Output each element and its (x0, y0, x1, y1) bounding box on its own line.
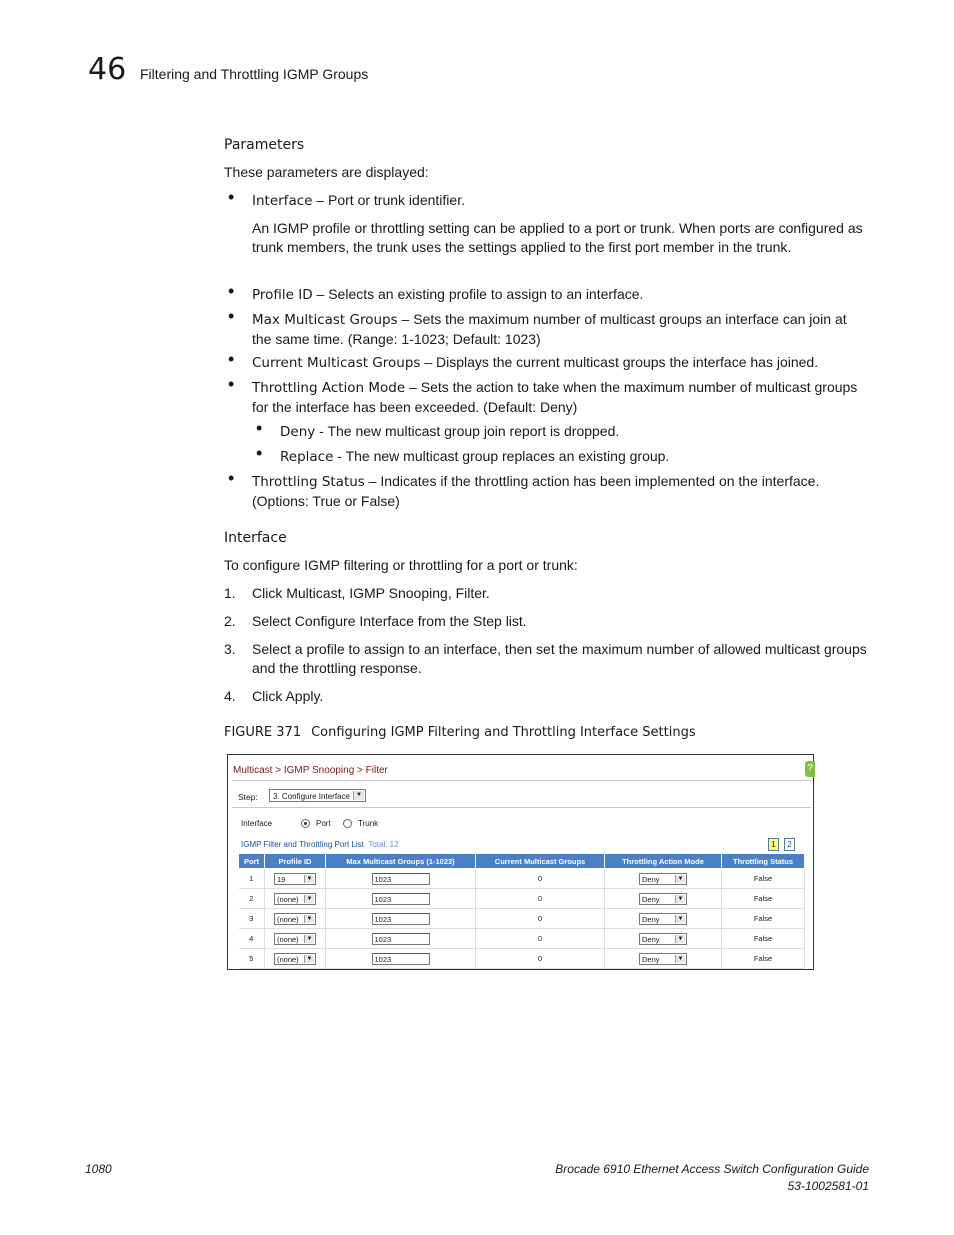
profile-value: 19 (277, 874, 286, 884)
param-desc: – Sets the action to take when the maximum number of multicast groups for the interface has been exceeded. (Default: Deny) (252, 379, 858, 415)
chapter-number: 46 (88, 52, 127, 87)
figure-label: FIGURE 371 (224, 725, 302, 740)
step-number: 1. (224, 585, 236, 601)
step-label: Step: (238, 792, 258, 802)
table-row (239, 869, 805, 889)
current-groups-cell: 0 (476, 869, 605, 889)
param-term: Throttling Action Mode (252, 380, 406, 396)
list-total: Total: 12 (368, 840, 399, 849)
profile-value: (none) (277, 914, 299, 924)
bullet-icon: • (228, 468, 235, 488)
action-value: Deny (642, 894, 660, 904)
max-groups-input[interactable]: 1023 (372, 873, 430, 885)
dropdown-arrow-icon: ▼ (304, 875, 314, 883)
action-select[interactable] (639, 933, 687, 945)
status-cell: False (722, 909, 805, 929)
step-number: 2. (224, 613, 236, 629)
param-term: Interface (252, 193, 313, 209)
dropdown-arrow-icon: ▼ (304, 915, 314, 923)
max-groups-cell (326, 889, 476, 909)
status-cell: False (722, 889, 805, 909)
interface-label: Interface (241, 819, 273, 828)
current-groups-cell: 0 (476, 889, 605, 909)
profile-select[interactable] (274, 933, 316, 945)
page-number: 1080 (85, 1162, 112, 1176)
breadcrumb: Multicast > IGMP Snooping > Filter (233, 765, 388, 776)
max-groups-cell (326, 929, 476, 949)
trunk-radio-label: Trunk (358, 819, 379, 828)
guide-title: Brocade 6910 Ethernet Access Switch Configuration Guide (555, 1162, 869, 1176)
action-value: Deny (642, 954, 660, 964)
step-text: Select Configure Interface from the Step list. (252, 613, 527, 629)
profile-cell (265, 909, 326, 929)
status-cell: False (722, 869, 805, 889)
status-cell: False (722, 929, 805, 949)
max-groups-cell (326, 949, 476, 969)
interface-heading: Interface (224, 530, 287, 546)
param-term: Profile ID (252, 287, 313, 303)
param-desc: – Indicates if the throttling action has been implemented on the interface. (Options: True or False) (252, 473, 820, 509)
param-desc: – Port or trunk identifier. (312, 192, 465, 208)
trunk-radio[interactable] (343, 819, 352, 828)
dropdown-arrow-icon: ▼ (675, 895, 685, 903)
action-cell (605, 949, 722, 969)
dropdown-arrow-icon: ▼ (304, 895, 314, 903)
port-cell: 1 (239, 869, 265, 889)
action-select[interactable] (639, 913, 687, 925)
current-groups-cell: 0 (476, 929, 605, 949)
column-header: Throttling Action Mode (605, 854, 722, 869)
column-header: Throttling Status (722, 854, 805, 869)
port-radio-label: Port (316, 819, 331, 828)
dropdown-arrow-icon: ▼ (675, 955, 685, 963)
port-cell: 2 (239, 889, 265, 909)
step-text: Click Multicast, IGMP Snooping, Filter. (252, 585, 490, 601)
dropdown-arrow-icon: ▼ (675, 935, 685, 943)
bullet-icon: • (256, 418, 263, 438)
parameters-intro: These parameters are displayed: (224, 164, 429, 180)
current-groups-cell: 0 (476, 949, 605, 969)
dropdown-arrow-icon: ▼ (304, 935, 314, 943)
parameters-heading: Parameters (224, 137, 305, 153)
dropdown-arrow-icon: ▼ (675, 875, 685, 883)
figure-caption (224, 725, 696, 740)
column-header: Current Multicast Groups (476, 854, 605, 869)
port-list-table (238, 853, 805, 969)
profile-select[interactable] (274, 953, 316, 965)
profile-cell (265, 869, 326, 889)
table-row (239, 929, 805, 949)
step-number: 3. (224, 641, 236, 657)
action-value: Deny (642, 874, 660, 884)
column-header: Profile ID (265, 854, 326, 869)
sub-desc: - The new multicast group replaces an existing group. (333, 448, 670, 464)
step-number: 4. (224, 688, 236, 704)
action-select[interactable] (639, 893, 687, 905)
port-radio[interactable] (301, 819, 310, 828)
list-title: IGMP Filter and Throttling Port List (241, 840, 364, 849)
divider (232, 780, 811, 781)
profile-cell (265, 949, 326, 969)
table-row (239, 949, 805, 969)
column-header: Port (239, 854, 265, 869)
dropdown-arrow-icon: ▼ (304, 955, 314, 963)
doc-number: 53-1002581-01 (787, 1179, 869, 1193)
max-groups-input[interactable]: 1023 (372, 913, 430, 925)
step-select[interactable] (269, 789, 366, 802)
step-select-value: 3. Configure Interface (273, 792, 350, 801)
table-row (239, 889, 805, 909)
profile-value: (none) (277, 934, 299, 944)
action-cell (605, 929, 722, 949)
bullet-icon: • (228, 374, 235, 394)
profile-cell (265, 929, 326, 949)
bullet-icon: • (228, 187, 235, 207)
action-cell (605, 869, 722, 889)
max-groups-cell (326, 869, 476, 889)
param-desc: – Sets the maximum number of multicast groups an interface can join at the same time. (Range: 1-1023; Default: 1023) (252, 311, 847, 347)
sub-term: Replace (280, 449, 334, 465)
column-header: Max Multicast Groups (1-1023) (326, 854, 476, 869)
param-term: Throttling Status (252, 474, 365, 490)
profile-value: (none) (277, 894, 299, 904)
interface-note: An IGMP profile or throttling setting can be applied to a port or trunk. When ports are configured as trunk members, the trunk uses the settings applied to the first port member in the trunk. (252, 220, 863, 255)
param-term: Current Multicast Groups (252, 355, 421, 371)
table-row (239, 909, 805, 929)
step-text: Select a profile to assign to an interface, then set the maximum number of allowed multicast groups and the throttling response. (252, 641, 867, 676)
profile-select[interactable] (274, 913, 316, 925)
profile-select[interactable] (274, 893, 316, 905)
page-1-link[interactable]: 1 (768, 838, 779, 851)
help-icon[interactable]: ? (805, 761, 815, 777)
action-value: Deny (642, 934, 660, 944)
action-cell (605, 889, 722, 909)
dropdown-arrow-icon: ▼ (675, 915, 685, 923)
profile-value: (none) (277, 954, 299, 964)
chapter-title: Filtering and Throttling IGMP Groups (140, 66, 369, 82)
port-cell: 3 (239, 909, 265, 929)
port-cell: 5 (239, 949, 265, 969)
port-list-title (241, 840, 399, 849)
divider (232, 807, 811, 808)
table-header-row (239, 854, 805, 869)
bullet-icon: • (228, 281, 235, 301)
current-groups-cell: 0 (476, 909, 605, 929)
sub-term: Deny (280, 424, 316, 440)
bullet-icon: • (228, 306, 235, 326)
profile-select[interactable] (274, 873, 316, 885)
max-groups-input[interactable]: 1023 (372, 953, 430, 965)
dropdown-arrow-icon: ▼ (353, 791, 364, 800)
param-desc: – Displays the current multicast groups the interface has joined. (420, 354, 819, 370)
bullet-icon: • (228, 349, 235, 369)
status-cell: False (722, 949, 805, 969)
profile-cell (265, 889, 326, 909)
action-cell (605, 909, 722, 929)
port-cell: 4 (239, 929, 265, 949)
param-desc: – Selects an existing profile to assign to an interface. (312, 286, 644, 302)
action-value: Deny (642, 914, 660, 924)
bullet-icon: • (256, 443, 263, 463)
figure-title: Configuring IGMP Filtering and Throttling Interface Settings (311, 725, 696, 740)
max-groups-input[interactable]: 1023 (372, 933, 430, 945)
page-2-link[interactable]: 2 (784, 838, 795, 851)
param-term: Max Multicast Groups (252, 312, 398, 328)
action-select[interactable] (639, 953, 687, 965)
step-text: Click Apply. (252, 688, 324, 704)
igmp-filter-screenshot (227, 754, 814, 970)
max-groups-input[interactable]: 1023 (372, 893, 430, 905)
procedure-intro: To configure IGMP filtering or throttling for a port or trunk: (224, 557, 578, 573)
action-select[interactable] (639, 873, 687, 885)
sub-desc: - The new multicast group join report is dropped. (315, 423, 620, 439)
max-groups-cell (326, 909, 476, 929)
